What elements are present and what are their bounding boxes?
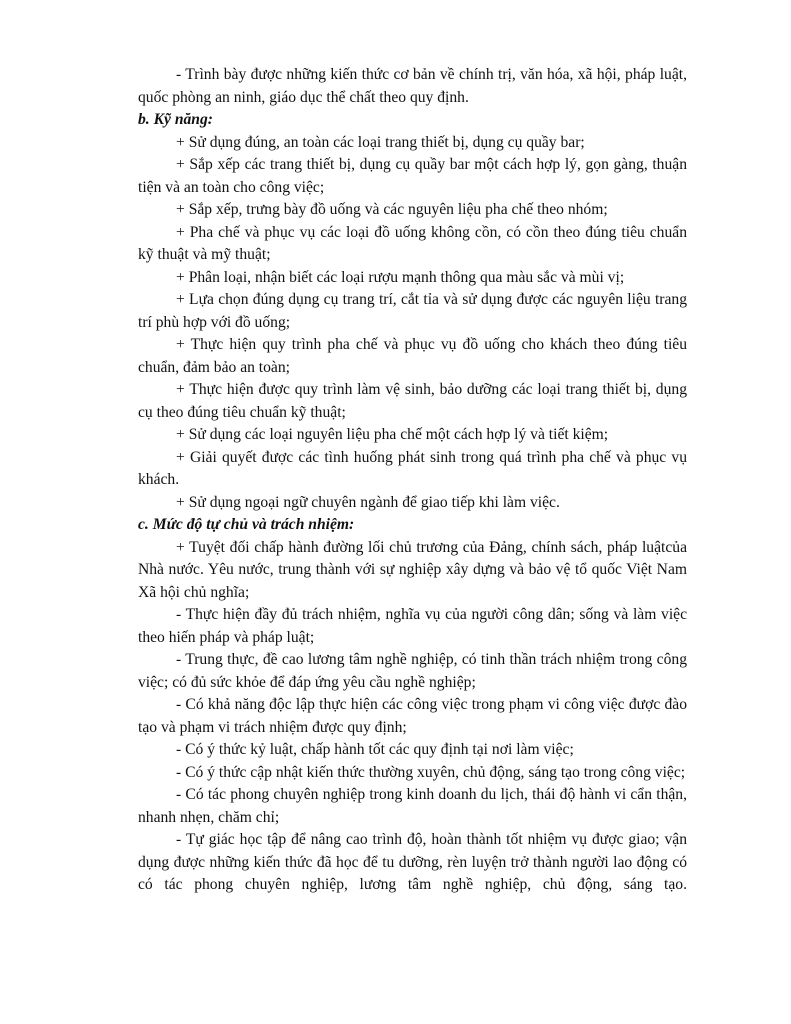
paragraph-skill-7: + Thực hiện quy trình pha chế và phục vụ đồ uống cho khách theo đúng tiêu chuẩn, đảm bảo an toàn; [138, 336, 687, 376]
paragraph-skill-5: + Phân loại, nhận biết các loại rượu mạnh thông qua màu sắc và mùi vị; [176, 268, 625, 286]
paragraph-responsibility-4: - Có khả năng độc lập thực hiện các công việc trong phạm vi công việc được đào tạo và phạm vi trách nhiệm được quy định; [138, 696, 687, 736]
paragraph-skill-1: + Sử dụng đúng, an toàn các loại trang thiết bị, dụng cụ quầy bar; [176, 133, 585, 151]
heading-skills: b. Kỹ năng: [138, 111, 213, 128]
paragraph-responsibility-1: + Tuyệt đối chấp hành đường lối chủ trương của Đảng, chính sách, pháp luậtcủa Nhà nước. Yêu nước, trung thành với sự nghiệp xây dựng và bảo vệ tổ quốc Việt Nam Xã hội chủ nghĩa; [138, 538, 687, 601]
paragraph-responsibility-7: - Có tác phong chuyên nghiệp trong kinh doanh du lịch, thái độ hành vi cẩn thận, nhanh nhẹn, chăm chỉ; [138, 786, 687, 826]
paragraph-skill-6: + Lựa chọn đúng dụng cụ trang trí, cắt tỉa và sử dụng được các nguyên liệu trang trí phù hợp với đồ uống; [138, 291, 687, 331]
paragraph-general-knowledge: - Trình bày được những kiến thức cơ bản về chính trị, văn hóa, xã hội, pháp luật, quốc phòng an ninh, giáo dục thể chất theo quy định. [138, 66, 687, 106]
paragraph-responsibility-5: - Có ý thức kỷ luật, chấp hành tốt các quy định tại nơi làm việc; [176, 741, 574, 758]
paragraph-skill-4: + Pha chế và phục vụ các loại đồ uống không cồn, có cồn theo đúng tiêu chuẩn kỹ thuật và mỹ thuật; [138, 223, 687, 263]
paragraph-skill-10: + Giải quyết được các tình huống phát sinh trong quá trình pha chế và phục vụ khách. [138, 448, 687, 488]
paragraph-skill-3: + Sắp xếp, trưng bày đồ uống và các nguyên liệu pha chế theo nhóm; [176, 201, 608, 218]
paragraph-skill-9: + Sử dụng các loại nguyên liệu pha chế một cách hợp lý và tiết kiệm; [176, 426, 609, 443]
document-body [138, 64, 687, 897]
paragraph-responsibility-8: - Tự giác học tập để nâng cao trình độ, hoàn thành tốt nhiệm vụ được giao; vận dụng được những kiến thức đã học để tu dưỡng, rèn luyện trở thành người lao động có có tác phong chuyên nghiệp, lương tâm nghề nghiệp, chủ động, sáng tạo. [138, 831, 687, 893]
paragraph-skill-11: + Sử dụng ngoại ngữ chuyên ngành để giao tiếp khi làm việc. [176, 493, 560, 511]
paragraph-responsibility-2: - Thực hiện đầy đủ trách nhiệm, nghĩa vụ của người công dân; sống và làm việc theo hiến pháp và pháp luật; [138, 606, 687, 646]
heading-autonomy-responsibility: c. Mức độ tự chủ và trách nhiệm: [138, 516, 355, 533]
paragraph-skill-2: + Sắp xếp các trang thiết bị, dụng cụ quầy bar một cách hợp lý, gọn gàng, thuận tiện và an toàn cho công việc; [138, 156, 687, 196]
paragraph-responsibility-3: - Trung thực, đề cao lương tâm nghề nghiệp, có tinh thần trách nhiệm trong công việc; có đủ sức khỏe để đáp ứng yêu cầu nghề nghiệp; [138, 651, 687, 691]
paragraph-responsibility-6: - Có ý thức cập nhật kiến thức thường xuyên, chủ động, sáng tạo trong công việc; [176, 763, 686, 781]
paragraph-skill-8: + Thực hiện được quy trình làm vệ sinh, bảo dưỡng các loại trang thiết bị, dụng cụ theo đúng tiêu chuẩn kỹ thuật; [138, 381, 687, 421]
